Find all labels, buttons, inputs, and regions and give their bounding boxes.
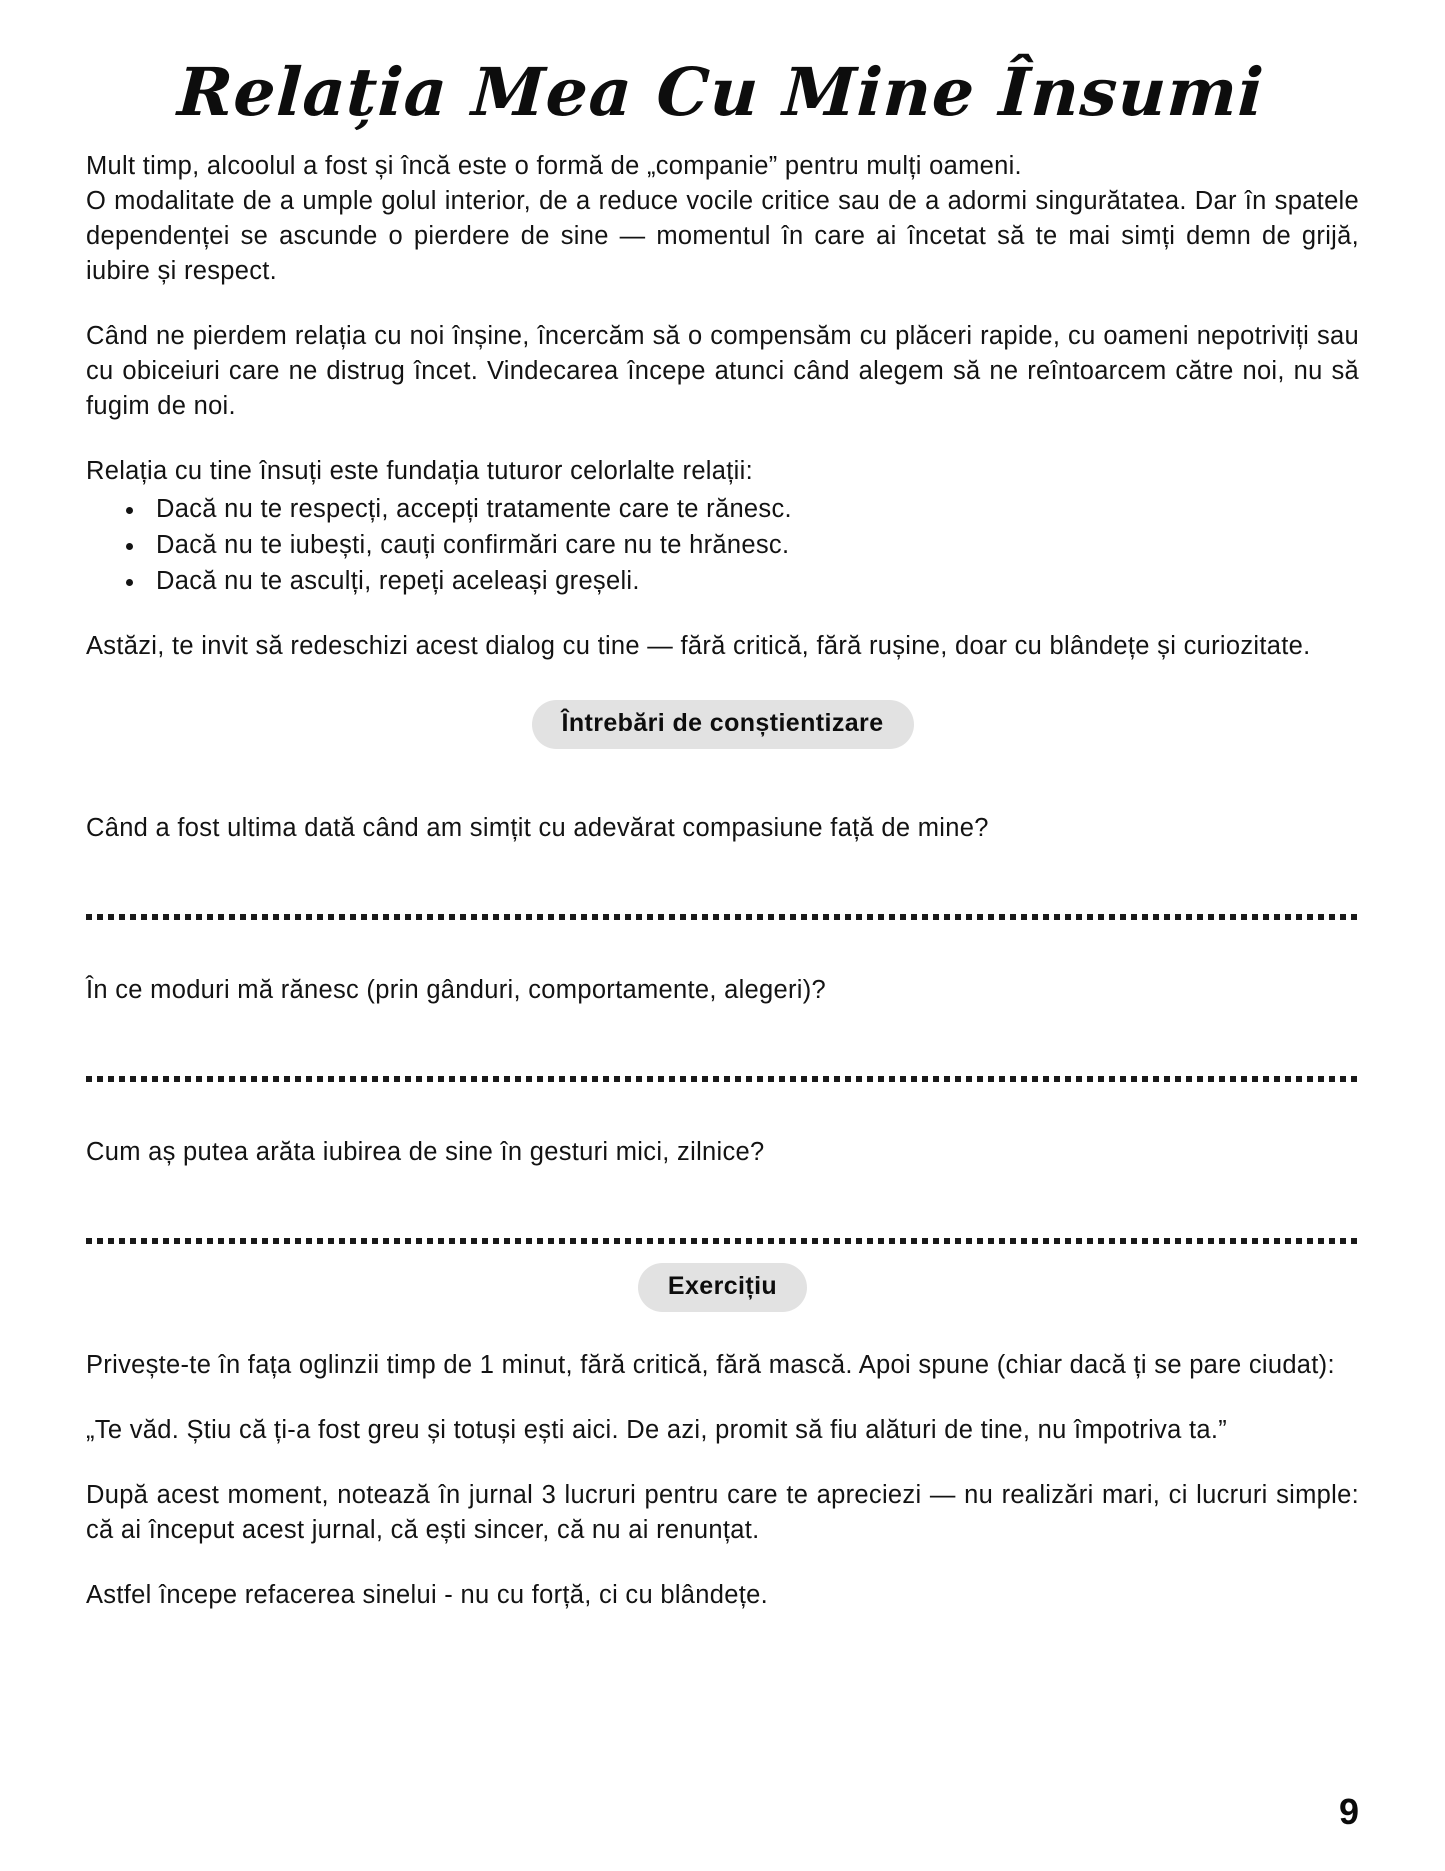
list-item: Dacă nu te respecți, accepți tratamente care te rănesc. [120, 491, 1359, 527]
spacer [86, 664, 1359, 700]
exercise-paragraph-4: Astfel începe refacerea sinelui - nu cu forță, ci cu blândețe. [86, 1580, 768, 1609]
answer-rule-2 [86, 1075, 1359, 1083]
principles-list [86, 491, 1359, 599]
spacer [86, 921, 1359, 947]
list-item: Dacă nu te asculți, repeți aceleași greșeli. [120, 563, 1359, 599]
spacer [86, 1083, 1359, 1109]
answer-rule-1 [86, 913, 1359, 921]
spacer [86, 599, 1359, 629]
exercise-paragraph-3: După acest moment, notează în jurnal 3 lucruri pentru care te apreciezi — nu realizări mari, ci lucruri simple: că ai început acest jurnal, că ești sincer, că nu ai renunțat. [86, 1480, 1359, 1544]
answer-rule-3 [86, 1237, 1359, 1245]
question-2: În ce moduri mă rănesc (prin gânduri, comportamente, alegeri)? [86, 975, 827, 1004]
spacer [86, 1245, 1359, 1263]
spacer [86, 424, 1359, 454]
questions-section-badge: Întrebări de conștientizare [532, 700, 914, 749]
intro-paragraph-3: Astăzi, te invit să redeschizi acest dialog cu tine — fără critică, fără rușine, doar cu blândețe și curiozitate. [86, 632, 1311, 661]
spacer [86, 289, 1359, 319]
page-title: Relația Mea Cu Mine Însumi [175, 53, 1267, 131]
exercise-paragraph-2: „Te văd. Știu că ți-a fost greu și totuși ești aici. De azi, promit să fiu alături de tine, nu împotriva ta.” [86, 1415, 1228, 1444]
bullet-list-intro: Relația cu tine însuți este fundația tuturor celorlalte relații: [86, 457, 753, 486]
spacer [86, 1448, 1359, 1478]
intro-line-1: Mult timp, alcoolul a fost și încă este o formă de „companie” pentru mulți oameni. [86, 152, 1022, 181]
list-item: Dacă nu te iubești, cauți confirmări care nu te hrănesc. [120, 527, 1359, 563]
exercise-section-badge: Exercițiu [638, 1263, 807, 1312]
question-1: Când a fost ultima dată când am simțit cu adevărat compasiune față de mine? [86, 813, 989, 842]
exercise-paragraph-1: Privește-te în fața oglinzii timp de 1 minut, fără critică, fără mască. Apoi spune (chiar dacă ți se pare ciudat): [86, 1350, 1335, 1379]
page-number: 9 [1338, 1791, 1359, 1832]
spacer [86, 749, 1359, 785]
question-3: Cum aș putea arăta iubirea de sine în gesturi mici, zilnice? [86, 1137, 765, 1166]
intro-paragraph-2: Când ne pierdem relația cu noi înșine, încercăm să o compensăm cu plăceri rapide, cu oameni nepotriviți sau cu obiceiuri care ne distrug încet. Vindecarea începe atunci când alegem să ne reîntoarcem către noi, nu să fugim de noi. [86, 322, 1359, 421]
questions-badge-row [86, 700, 1359, 749]
answer-space-1[interactable] [86, 871, 1359, 913]
answer-space-3[interactable] [86, 1195, 1359, 1237]
answer-space-2[interactable] [86, 1033, 1359, 1075]
spacer [86, 1548, 1359, 1578]
exercise-badge-row [86, 1263, 1359, 1312]
intro-paragraph-1: O modalitate de a umple golul interior, de a reduce vocile critice sau de a adormi singurătatea. Dar în spatele dependenței se ascunde o pierdere de sine — momentul în care ai încetat să te mai simți demn de grijă, iubire și respect. [86, 187, 1359, 286]
spacer [86, 1312, 1359, 1348]
spacer [86, 1383, 1359, 1413]
